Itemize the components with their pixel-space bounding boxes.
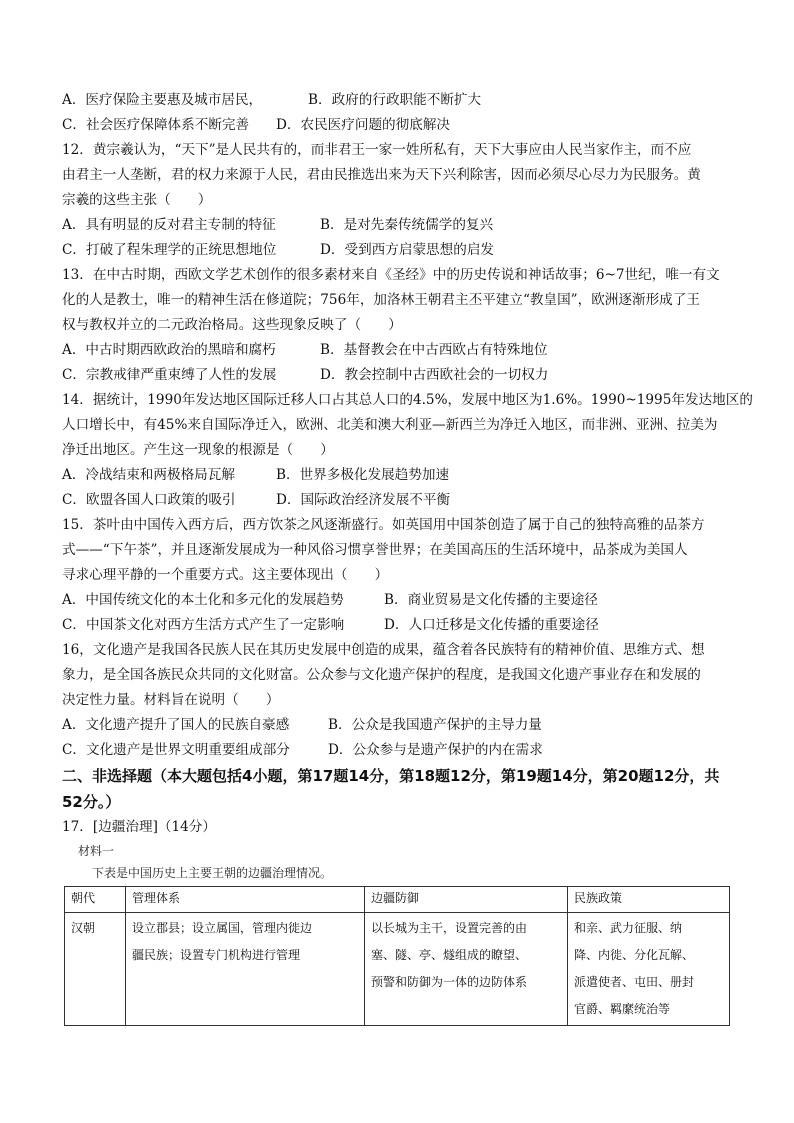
q13-options-row1 [62,338,742,363]
q15-option-b[interactable]: B．商业贸易是文化传播的主要途径 [384,592,598,608]
cell-ethnic [568,913,730,1026]
q13-options-row2 [62,363,742,388]
section-heading-cont: 52分。） [62,793,121,811]
q12-option-b[interactable]: B．是对先秦传统儒学的复兴 [320,217,494,233]
q14-options-row1 [62,463,742,488]
q14-option-a[interactable]: A．冷战结束和两极格局瓦解 [62,467,235,483]
q11-option-a[interactable]: A．医疗保险主要惠及城市居民， [62,92,263,108]
q16-stem-line: 象力，是全国各族民众共同的文化财富。公众参与文化遗产保护的程度，是我国文化遗产事业存在和发展的 [62,667,701,683]
cell-line: 和亲、武力征服、纳 [574,921,683,935]
dynasty-table [64,886,730,1026]
q11-option-b[interactable]: B．政府的行政职能不断扩大 [308,92,482,108]
q11-option-d[interactable]: D．农民医疗问题的彻底解决 [276,117,451,133]
q13-option-d[interactable]: D．教会控制中古西欧社会的一切权力 [320,367,549,383]
q16-stem-line: 16，文化遗产是我国各民族人民在其历史发展中创造的成果，蕴含着各民族特有的精神价值、思维方式、想 [62,642,705,658]
q12-options-row2 [62,238,742,263]
q13-stem-line: 13．在中古时期，西欧文学艺术创作的很多素材来自《圣经》中的历史传说和神话故事；6~7世纪，唯一有文 [62,267,720,283]
header-ethnic: 民族政策 [568,887,730,913]
q15-stem-line: 式——“下午茶”，并且逐渐发展成为一种风俗习惯享誉世界；在美国高压的生活环境中，品茶成为美国人 [62,542,688,558]
exam-page [62,88,753,1026]
q14-stem-line: 14．据统计，1990年发达地区国际迁移人口占其总人口的4.5%，发展中地区为1.6%。1990~1995年发达地区的 [62,392,753,408]
q16-option-c[interactable]: C．文化遗产是世界文明重要组成部分 [62,742,290,758]
cell-defense [365,913,568,1026]
header-admin: 管理体系 [126,887,365,913]
q12-options-row1 [62,213,742,238]
q11-options-row2 [62,113,742,138]
q15-option-c[interactable]: C．中国茶文化对西方生活方式产生了一定影响 [62,617,345,633]
cell-line: 设立郡县；设立属国，管理内徙边 [132,921,313,935]
q16-options-row1 [62,713,742,738]
q14-stem-line: 净迁出地区。产生这一现象的根源是（ ） [62,442,334,458]
q15-option-a[interactable]: A．中国传统文化的本土化和多元化的发展趋势 [62,592,344,608]
q16-options-row2 [62,738,742,763]
q12-option-d[interactable]: D．受到西方启蒙思想的启发 [320,242,495,258]
q14-option-b[interactable]: B．世界多极化发展趋势加速 [276,467,450,483]
q12-stem-line: 12．黄宗羲认为，“天下”是人民共有的，而非君王一家一姓所私有，天下大事应由人民当家作主，而不应 [62,142,692,158]
table-header-row [65,887,730,913]
q12-stem-line: 宗羲的这些主张（ ） [62,192,212,208]
q16-option-a[interactable]: A．文化遗产提升了国人的民族自豪感 [62,717,290,733]
q13-option-c[interactable]: C．宗教戒律严重束缚了人性的发展 [62,367,277,383]
q12-option-a[interactable]: A．具有明显的反对君主专制的特征 [62,217,276,233]
cell-dynasty: 汉朝 [65,913,126,1026]
q12-option-c[interactable]: C．打破了程朱理学的正统思想地位 [62,242,277,258]
q11-options-row1 [62,88,742,113]
header-dynasty: 朝代 [65,887,126,913]
q13-option-a[interactable]: A．中古时期西欧政治的黑暗和腐朽 [62,342,276,358]
cell-line: 以长城为主干，设置完善的由 [371,921,528,935]
q15-options-row1 [62,588,742,613]
q13-stem-line: 权与教权并立的二元政治格局。这些现象反映了（ ） [62,317,402,333]
q14-stem-line: 人口增长中，有45%来自国际净迁入，欧洲、北美和澳大利亚—新西兰为净迁入地区，而非洲、亚洲、拉美为 [62,417,718,433]
section-heading: 二、非选择题（本大题包括4小题，第17题14分，第18题12分，第19题14分，第20题12分，共 [62,767,720,785]
q14-option-d[interactable]: D．国际政治经济发展不平衡 [276,492,451,508]
material-label: 材料一 [78,844,115,858]
q15-stem-line: 15．茶叶由中国传入西方后，西方饮茶之风逐渐盛行。如英国用中国茶创造了属于自己的独特高雅的品茶方 [62,517,705,533]
q17-title: 17．[边疆治理]（14分） [62,819,216,835]
cell-line: 疆民族；设置专门机构进行管理 [132,948,301,962]
q15-options-row2 [62,613,742,638]
q12-stem-line: 由君主一人垄断，君的权力来源于人民，君由民推选出来为天下兴利除害，因而必须尽心尽力为民服务。黄 [62,167,701,183]
q16-option-b[interactable]: B．公众是我国遗产保护的主导力量 [328,717,542,733]
q15-stem-line: 寻求心理平静的一个重要方式。这主要体现出（ ） [62,567,389,583]
header-defense: 边疆防御 [365,887,568,913]
q13-stem-line: 化的人是教士，唯一的精神生活在修道院；756年，加洛林王朝君主丕平建立“教皇国”，欧洲逐渐形成了王 [62,292,700,308]
table-intro: 下表是中国历史上主要王朝的边疆治理情况。 [92,866,333,880]
q16-option-d[interactable]: D．公众参与是遗产保护的内在需求 [328,742,543,758]
q16-stem-line: 决定性力量。材料旨在说明（ ） [62,692,280,708]
q14-options-row2 [62,488,742,513]
cell-line: 降、内徙、分化瓦解、 [574,948,695,962]
cell-line: 官爵、羁縻统治等 [574,1002,671,1016]
q11-option-c[interactable]: C．社会医疗保障体系不断完善 [62,117,250,133]
cell-line: 派遣使者、屯田、册封 [574,975,695,989]
cell-line: 塞、隧、亭、燧组成的瞭望、 [371,948,528,962]
cell-admin [126,913,365,1026]
q14-option-c[interactable]: C．欧盟各国人口政策的吸引 [62,492,236,508]
cell-line: 预警和防御为一体的边防体系 [371,975,528,989]
table-row [65,913,730,1026]
q15-option-d[interactable]: D．人口迁移是文化传播的重要途径 [384,617,599,633]
q13-option-b[interactable]: B．基督教会在中古西欧占有特殊地位 [320,342,548,358]
